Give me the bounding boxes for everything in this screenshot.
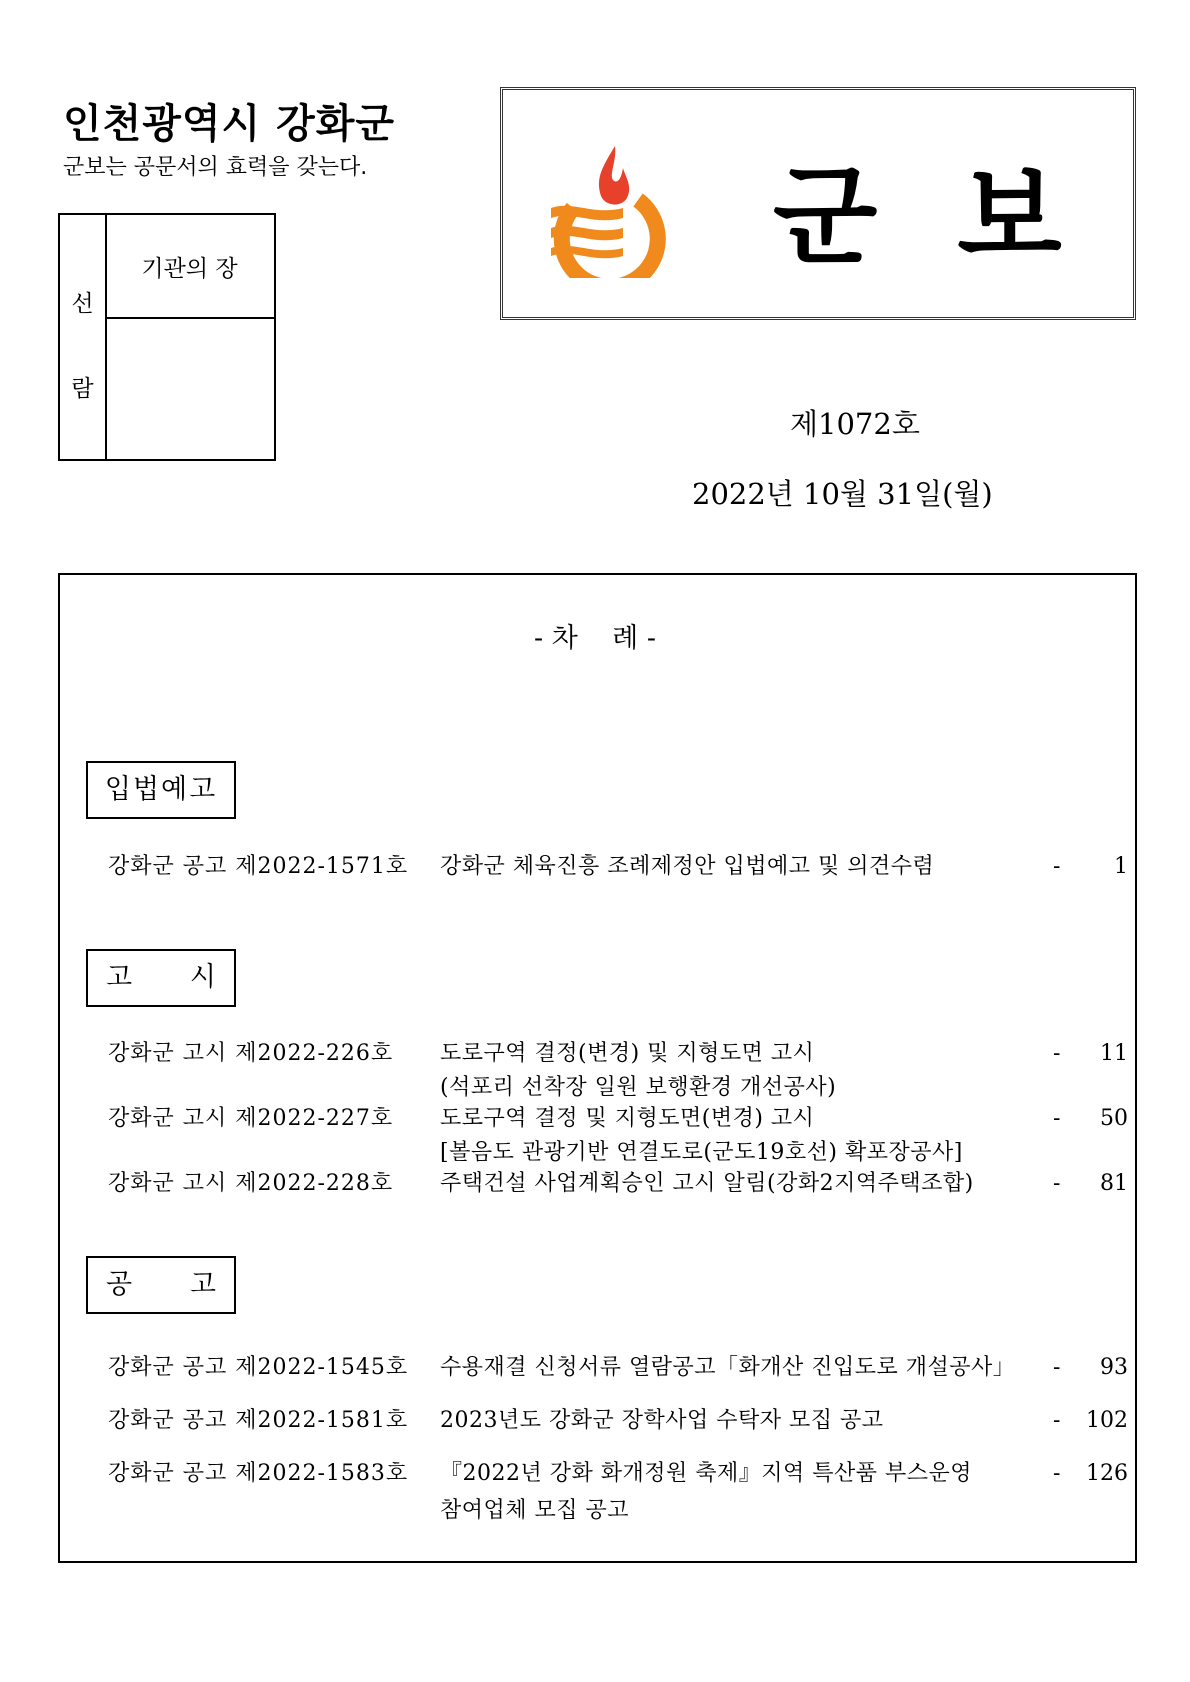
toc-entry-page[interactable]: 11 (1100, 1041, 1128, 1066)
approval-head-label: 기관의 장 (105, 215, 274, 319)
issue-date: 2022년 10월 31일(월) (692, 477, 993, 511)
toc-entry-ref: 강화군 공고 제2022-1545호 (108, 1355, 409, 1380)
section-label-char: 공 (106, 1269, 133, 1300)
toc-entry-page[interactable]: 102 (1086, 1408, 1128, 1433)
toc-entry-ref: 강화군 공고 제2022-1571호 (108, 854, 409, 879)
toc-entry-ref: 강화군 고시 제2022-228호 (108, 1171, 394, 1196)
section-label-char: 고 (106, 962, 133, 993)
toc-entry-ref: 강화군 공고 제2022-1583호 (108, 1461, 409, 1486)
county-emblem-icon (543, 138, 678, 278)
toc-entry-title[interactable]: 『2022년 강화 화개정원 축제』지역 특산품 부스운영 (440, 1461, 972, 1486)
org-subtitle: 군보는 공문서의 효력을 갖는다. (63, 155, 368, 180)
section-label-text: 입법예고 (104, 774, 218, 805)
toc-entry-page[interactable]: 50 (1100, 1106, 1128, 1131)
toc-entry-dash: - (1053, 1041, 1061, 1066)
approval-side-label-2: 람 (71, 376, 94, 402)
toc-entry-dash: - (1053, 1171, 1061, 1196)
toc-entry-title[interactable]: 강화군 체육진흥 조례제정안 입법예고 및 의견수렴 (440, 854, 935, 879)
approval-side-label-1: 선 (71, 291, 94, 317)
section-label-char: 고 (189, 1269, 216, 1300)
masthead-title: 군보 (773, 155, 1142, 280)
toc-entry-dash: - (1053, 1461, 1061, 1486)
toc-entry-ref: 강화군 공고 제2022-1581호 (108, 1408, 409, 1433)
toc-entry-title[interactable]: 2023년도 강화군 장학사업 수탁자 모집 공고 (440, 1408, 884, 1433)
toc-entry-title[interactable]: 도로구역 결정(변경) 및 지형도면 고시 (440, 1041, 815, 1066)
section-label-announcement (86, 1256, 236, 1314)
toc-entry-dash: - (1053, 1355, 1061, 1380)
section-label-legislative-notice (86, 761, 236, 819)
toc-entry-dash: - (1053, 1408, 1061, 1433)
toc-entry-page[interactable]: 93 (1100, 1355, 1128, 1380)
org-title: 인천광역시 강화군 (63, 101, 396, 147)
toc-entry-title[interactable]: 주택건설 사업계획승인 고시 알림(강화2지역주택조합) (440, 1171, 974, 1196)
toc-entry-dash: - (1053, 1106, 1061, 1131)
approval-box (58, 213, 276, 461)
masthead (500, 87, 1142, 320)
toc-entry-ref: 강화군 고시 제2022-227호 (108, 1106, 394, 1131)
toc-entry-ref: 강화군 고시 제2022-226호 (108, 1041, 394, 1066)
section-label-char: 시 (189, 962, 216, 993)
toc-title: - 차 례 - (534, 623, 656, 654)
toc-entry-dash: - (1053, 854, 1061, 879)
section-label-public-notice (86, 949, 236, 1007)
approval-side-column (60, 215, 107, 459)
toc-entry-page[interactable]: 1 (1114, 854, 1128, 879)
toc-entry-note: [볼음도 관광기반 연결도로(군도19호선) 확포장공사] (440, 1140, 963, 1165)
issue-number: 제1072호 (790, 407, 920, 441)
toc-entry-page[interactable]: 81 (1100, 1171, 1128, 1196)
toc-entry-title[interactable]: 수용재결 신청서류 열람공고「화개산 진입도로 개설공사」 (440, 1355, 1016, 1380)
toc-entry-note: (석포리 선착장 일원 보행환경 개선공사) (440, 1075, 837, 1100)
toc-entry-title[interactable]: 도로구역 결정 및 지형도면(변경) 고시 (440, 1106, 815, 1131)
toc-entry-page[interactable]: 126 (1086, 1461, 1128, 1486)
toc-entry-note: 참여업체 모집 공고 (440, 1498, 630, 1523)
